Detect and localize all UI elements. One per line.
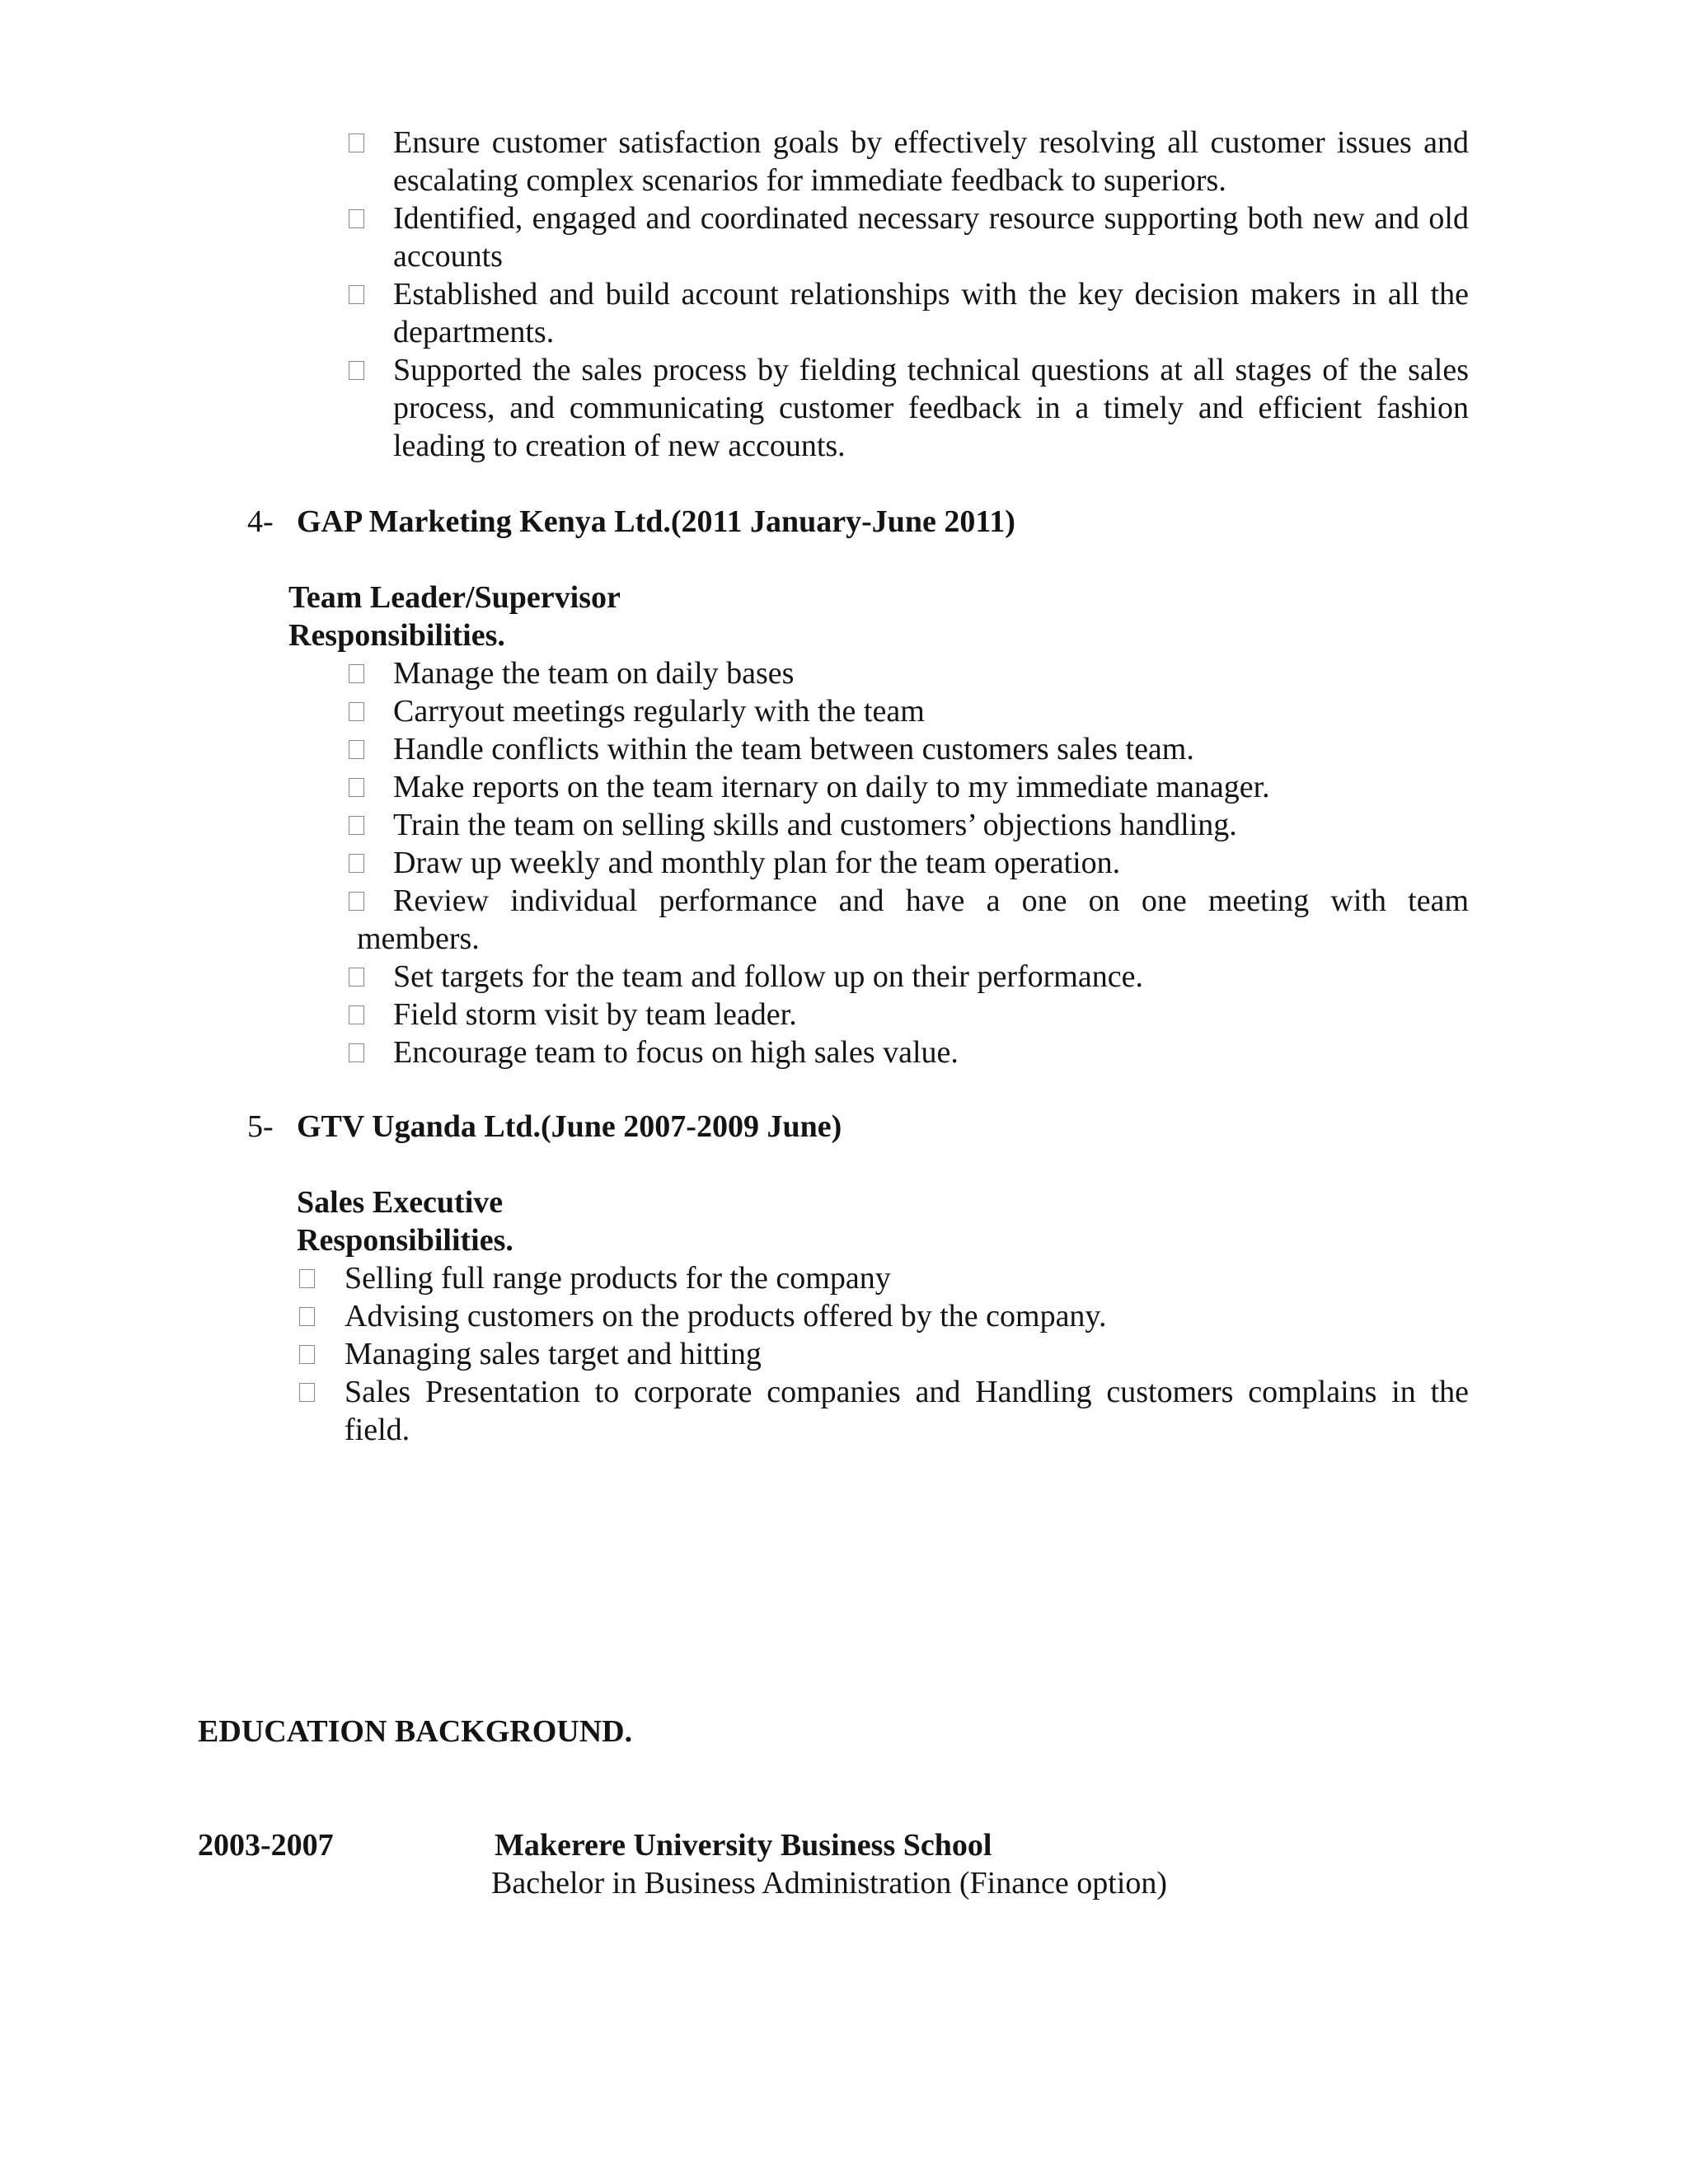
bullet-box-icon xyxy=(299,1345,315,1364)
job5-company: GTV Uganda Ltd.(June 2007-2009 June) xyxy=(297,1109,842,1144)
list-item-text: Established and build account relationships with the key decision makers in all the departments. xyxy=(393,277,1469,349)
list-item-text: Set targets for the team and follow up on their performance. xyxy=(393,959,1143,994)
list-item xyxy=(297,1373,1469,1449)
list-item-text: Supported the sales process by fielding technical questions at all stages of the sales process, and communicating customer feedback in a timely and efficient fashion leading to creation of new accounts. xyxy=(393,353,1469,463)
bullet-box-icon xyxy=(349,209,364,228)
bullet-box-icon xyxy=(349,968,364,987)
bullet-box-icon xyxy=(349,854,364,873)
job4-title: Team Leader/Supervisor xyxy=(288,580,621,615)
bullet-box-icon xyxy=(349,892,364,911)
bullet-box-icon xyxy=(299,1269,315,1288)
job5-title: Sales Executive xyxy=(297,1185,504,1220)
bullet-box-icon xyxy=(349,816,364,835)
list-item-text: Managing sales target and hitting xyxy=(345,1337,762,1371)
list-item-text: Identified, engaged and coordinated necessary resource supporting both new and old accounts xyxy=(393,201,1469,274)
bullet-box-icon xyxy=(349,1005,364,1024)
bullet-box-icon xyxy=(349,1043,364,1062)
education-degree: Bachelor in Business Administration (Finance option) xyxy=(491,1866,1168,1900)
list-item-text: Train the team on selling skills and customers’ objections handling. xyxy=(393,808,1237,842)
list-item-text: Advising customers on the products offered by the company. xyxy=(345,1299,1107,1333)
list-item-text: Review individual performance and have a one on one meeting with team xyxy=(393,883,1469,918)
bullet-box-icon xyxy=(299,1307,315,1326)
list-item-text: Carryout meetings regularly with the team xyxy=(393,694,925,729)
job4-number: 4- xyxy=(247,504,274,539)
list-item-text: Sales Presentation to corporate companies and Handling customers complains in the field. xyxy=(345,1375,1469,1447)
list-item-text: Make reports on the team iternary on daily to my immediate manager. xyxy=(393,770,1270,804)
list-item-text: Ensure customer satisfaction goals by effectively resolving all customer issues and escalating complex scenarios for immediate feedback to superiors. xyxy=(393,125,1469,198)
list-item xyxy=(346,124,1469,199)
bullet-box-icon xyxy=(349,664,364,683)
list-item xyxy=(297,1259,1469,1297)
bullet-box-icon xyxy=(349,361,364,380)
list-item xyxy=(297,1297,1469,1335)
bullet-box-icon xyxy=(349,134,364,152)
job4-company: GAP Marketing Kenya Ltd.(2011 January-June 2011) xyxy=(297,504,1015,539)
bullet-box-icon xyxy=(349,778,364,797)
education-school: Makerere University Business School xyxy=(495,1828,992,1863)
list-item-text: Handle conflicts within the team between customers sales team. xyxy=(393,732,1194,766)
bullet-box-icon xyxy=(349,740,364,759)
list-item xyxy=(297,1335,1469,1373)
bullet-box-icon xyxy=(299,1383,315,1402)
job5-number: 5- xyxy=(247,1109,274,1144)
list-item-text: Selling full range products for the company xyxy=(345,1261,891,1296)
list-item xyxy=(346,199,1469,275)
list-item xyxy=(346,275,1469,351)
education-years: 2003-2007 xyxy=(198,1828,334,1863)
bullet-box-icon xyxy=(349,285,364,304)
list-item-text: Field storm visit by team leader. xyxy=(393,997,797,1032)
list-item-text: Encourage team to focus on high sales value. xyxy=(393,1035,959,1070)
job4-responsibilities-heading: Responsibilities. xyxy=(288,618,505,653)
top-responsibilities-list xyxy=(346,124,1469,465)
list-item xyxy=(346,351,1469,465)
education-heading: EDUCATION BACKGROUND. xyxy=(198,1714,633,1749)
job5-responsibilities-list xyxy=(297,1259,1469,1449)
job5-responsibilities-heading: Responsibilities. xyxy=(297,1223,513,1258)
bullet-box-icon xyxy=(349,702,364,721)
list-item-text-continuation: members. xyxy=(357,921,480,956)
list-item-text: Draw up weekly and monthly plan for the team operation. xyxy=(393,846,1121,880)
list-item-text: Manage the team on daily bases xyxy=(393,656,795,691)
